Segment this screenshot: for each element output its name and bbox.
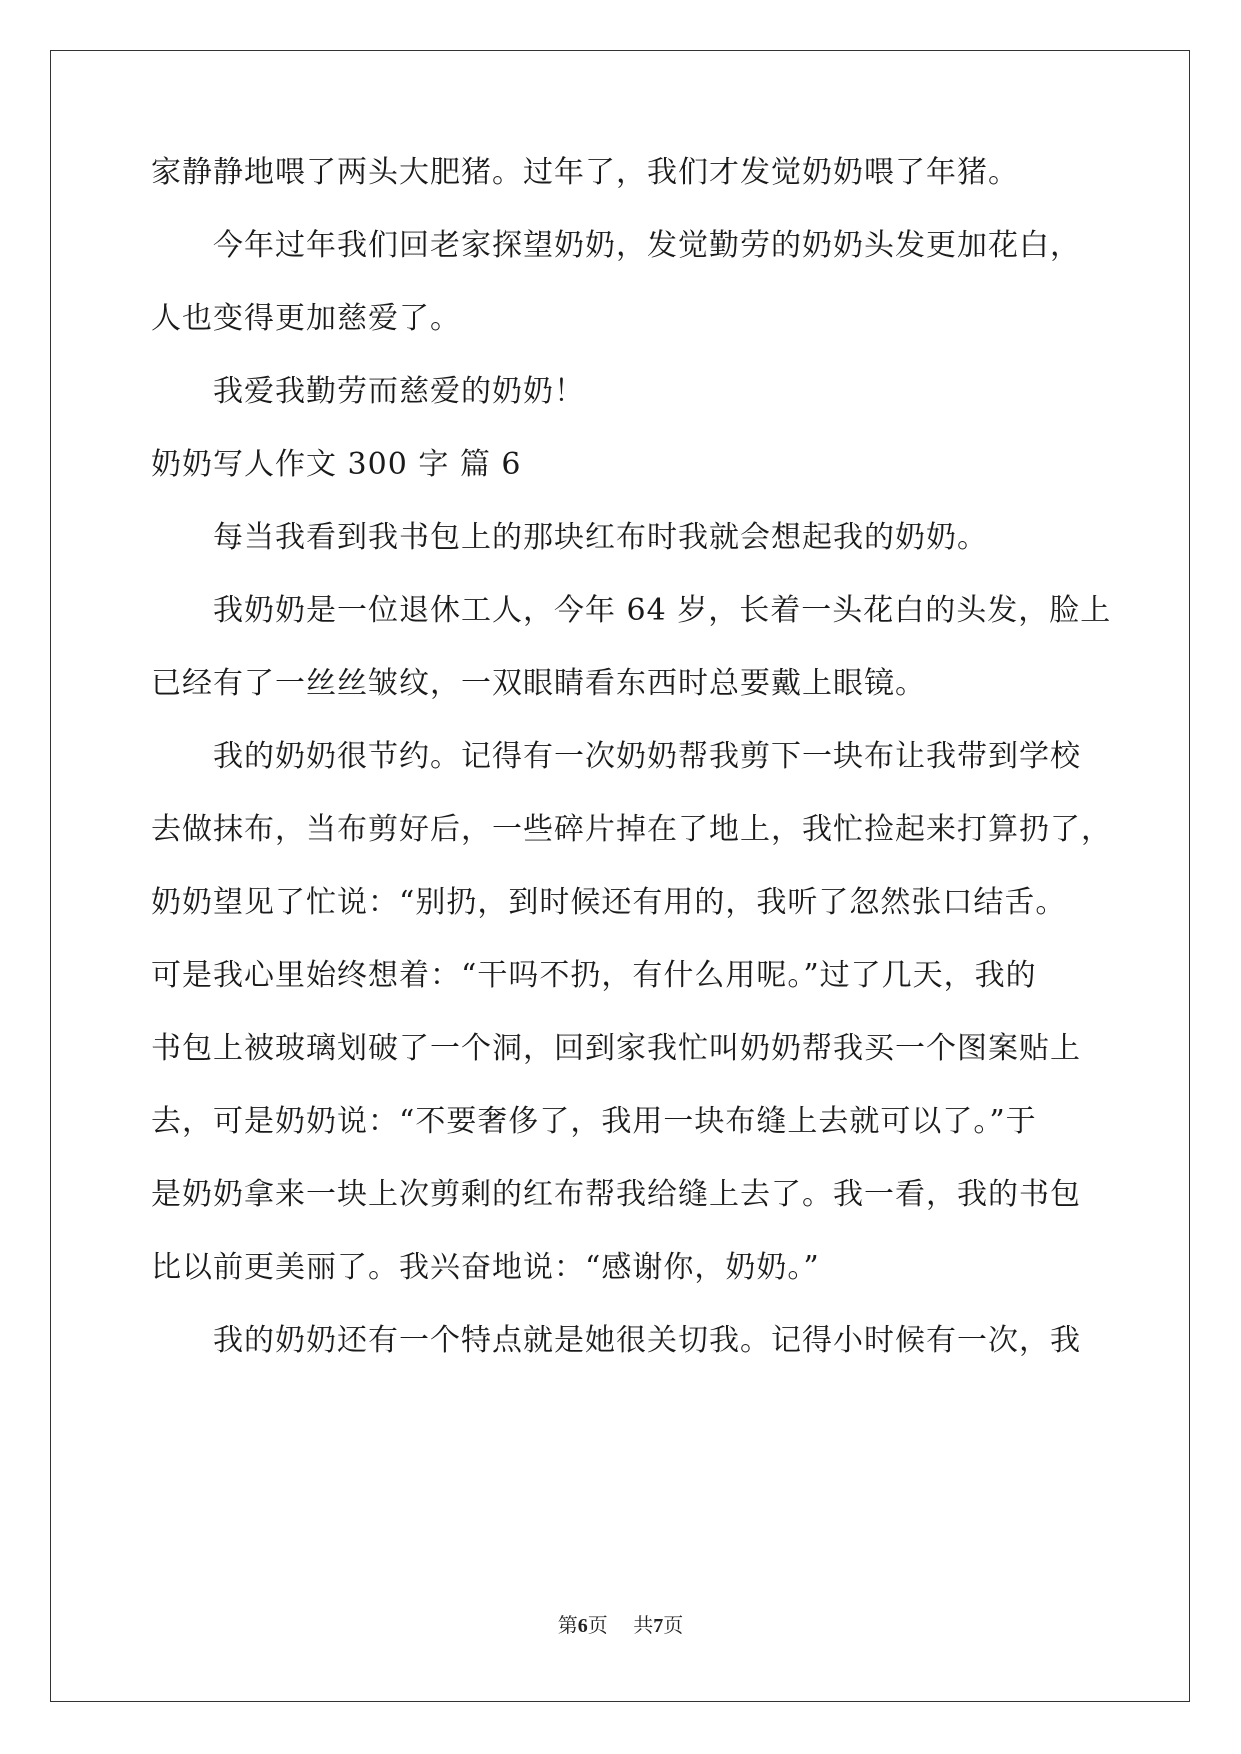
text-line: 我爱我勤劳而慈爱的奶奶！ [213,374,585,409]
section-heading: 奶奶写人作文 300 字 篇 6 [151,447,522,482]
footer-prefix: 第 [557,1613,578,1637]
text-line: 可是我心里始终想着：“干吗不扔，有什么用呢。”过了几天，我的 [151,958,1037,993]
text-line: 比以前更美丽了。我兴奋地说：“感谢你，奶奶。” [151,1250,820,1285]
current-page-number: 6 [577,1615,588,1637]
page-border [50,50,1190,1702]
text-line: 奶奶望见了忙说：“别扔，到时候还有用的，我听了忽然张口结舌。 [151,885,1067,920]
text-line: 我的奶奶很节约。记得有一次奶奶帮我剪下一块布让我带到学校 [213,739,1081,774]
total-page-number: 7 [653,1615,664,1637]
text-line: 我的奶奶还有一个特点就是她很关切我。记得小时候有一次，我 [213,1323,1081,1358]
text-line: 人也变得更加慈爱了。 [151,301,461,336]
text-line: 是奶奶拿来一块上次剪剩的红布帮我给缝上去了。我一看，我的书包 [151,1177,1081,1212]
text-line: 家静静地喂了两头大肥猪。过年了，我们才发觉奶奶喂了年猪。 [151,155,1019,190]
text-line: 今年过年我们回老家探望奶奶，发觉勤劳的奶奶头发更加花白， [213,228,1081,263]
text-line: 每当我看到我书包上的那块红布时我就会想起我的奶奶。 [213,520,988,555]
text-line: 去，可是奶奶说：“不要奢侈了，我用一块布缝上去就可以了。”于 [151,1104,1037,1139]
text-line: 去做抹布，当布剪好后，一些碎片掉在了地上，我忙捡起来打算扔了， [151,812,1112,847]
text-line: 已经有了一丝丝皱纹，一双眼睛看东西时总要戴上眼镜。 [151,666,926,701]
page-footer [0,1612,1241,1639]
text-line: 书包上被玻璃划破了一个洞，回到家我忙叫奶奶帮我买一个图案贴上 [151,1031,1081,1066]
footer-mid: 页 共 [587,1613,654,1637]
footer-suffix: 页 [663,1613,684,1637]
text-line: 我奶奶是一位退休工人，今年 64 岁，长着一头花白的头发，脸上 [213,593,1112,628]
